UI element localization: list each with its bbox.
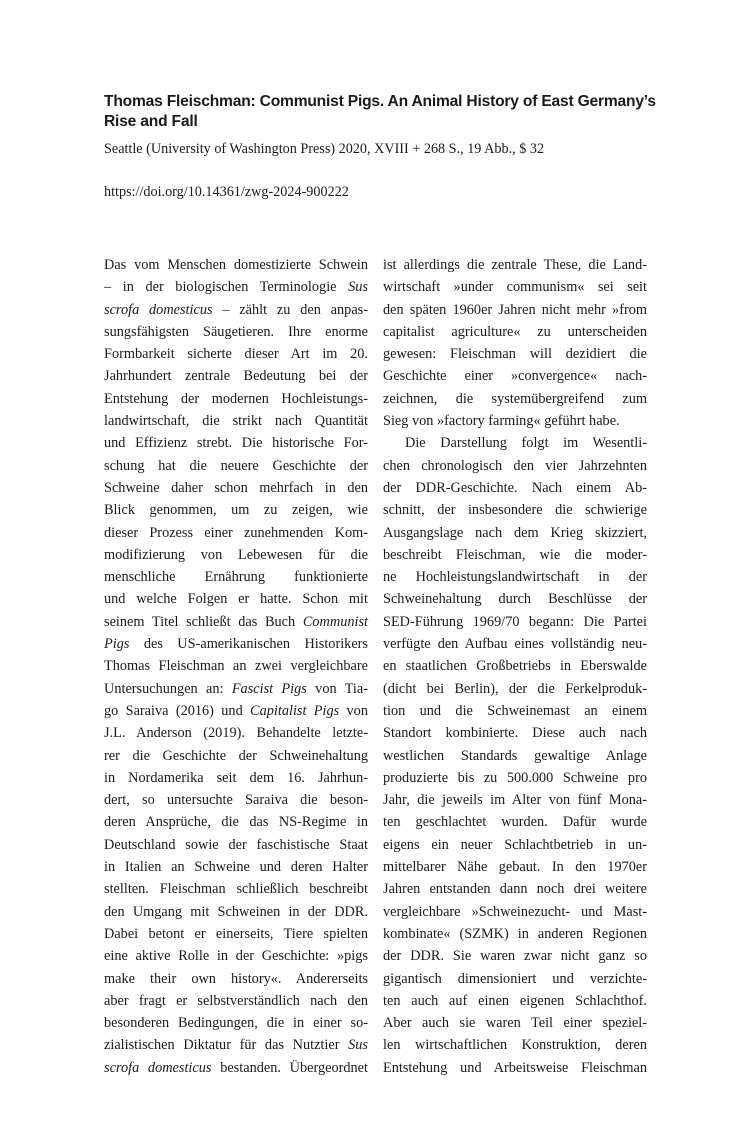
text-run: chen chronologisch den vier Jahrzehnten [383, 457, 647, 474]
text-run: gewesen: Fleischman will dezidiert die [383, 346, 647, 363]
text-line [383, 878, 647, 900]
text-run: Formbarkeit sicherte dieser Art im 20. [104, 346, 368, 363]
text-line [383, 633, 647, 655]
text-line [383, 455, 647, 477]
text-run: schung hat die neuere Geschichte der [104, 457, 368, 474]
text-run: in Nordamerika seit dem 16. Jahrhun- [104, 769, 368, 786]
text-line [104, 834, 368, 856]
text-run: Jahren entstanden dann noch drei weitere [383, 881, 647, 898]
text-line [383, 700, 647, 722]
text-line [383, 655, 647, 677]
text-run: sungsfähigsten Säugetieren. Ihre enorme [104, 323, 368, 340]
text-line [104, 611, 368, 633]
text-line [104, 745, 368, 767]
text-run: deren Ansprüche, die das NS-Regime in [104, 814, 368, 831]
text-line [104, 722, 368, 744]
text-line [383, 299, 647, 321]
text-line [383, 343, 647, 365]
review-title-line-2: Rise and Fall [104, 113, 198, 130]
text-run: schnitt, der insbesondere die schwierige [383, 502, 647, 519]
text-run: (dicht bei Berlin), der die Ferkelproduk- [383, 680, 647, 697]
text-line [104, 878, 368, 900]
text-run: ten geschlachtet wurden. Dafür wurde [383, 814, 647, 831]
text-line [383, 1057, 647, 1079]
text-run: Entstehung und Arbeitsweise Fleischman [383, 1059, 647, 1076]
publication-info: Seattle (University of Washington Press) 2020, XVIII + 268 S., 19 Abb., $ 32 [104, 141, 545, 157]
text-run: go Saraiva (2016) und [104, 702, 251, 719]
text-run: SED-Führung 1969/70 begann: Die Partei [383, 613, 647, 630]
text-run: Untersuchungen an: [104, 680, 232, 697]
text-line [104, 901, 368, 923]
review-title [104, 92, 664, 132]
text-line [104, 923, 368, 945]
text-line [104, 678, 368, 700]
text-run: J.L. Anderson (2019). Behandelte letzte- [104, 725, 368, 742]
text-run: des US-amerikanischen Historikers [129, 636, 368, 653]
text-line [383, 1034, 647, 1056]
text-line [104, 299, 368, 321]
text-run: von [339, 702, 368, 719]
text-line [104, 811, 368, 833]
text-line [104, 410, 368, 432]
italic-text: scrofa domesticus [104, 1059, 212, 1076]
text-run: Geschichte einer »convergence« nach- [383, 368, 647, 385]
italic-text: Pigs [104, 636, 130, 653]
text-line [383, 544, 647, 566]
text-run: eine aktive Rolle in der Geschichte: »pigs [104, 948, 368, 965]
text-run: tion und die Schweinemast an einem [383, 702, 647, 719]
text-run: len wirtschaftlichen Konstruktion, deren [383, 1037, 647, 1054]
text-run: aber fragt er selbstverständlich nach den [104, 992, 368, 1009]
text-run: Die Darstellung folgt im Wesentli- [405, 435, 647, 452]
text-run: menschliche Ernährung funktionierte [104, 569, 368, 586]
text-line [104, 455, 368, 477]
text-line [383, 410, 647, 432]
text-line [104, 321, 368, 343]
text-line [104, 945, 368, 967]
text-line [383, 321, 647, 343]
text-line [104, 276, 368, 298]
text-line [104, 990, 368, 1012]
text-line [383, 968, 647, 990]
text-run: Blick genommen, um zu zeigen, wie [104, 502, 368, 519]
left-text-column [104, 254, 368, 1079]
text-line [383, 611, 647, 633]
text-run: ist allerdings die zentrale These, die Land- [383, 257, 647, 273]
text-run: make their own history«. Andererseits [104, 970, 368, 987]
text-run: zeichnen, die systemübergreifend zum [383, 390, 647, 407]
text-run: Aber auch sie waren Teil einer speziel- [383, 1015, 647, 1032]
text-run: landwirtschaft, die strikt nach Quantität [104, 413, 368, 430]
text-line [383, 767, 647, 789]
text-line [104, 968, 368, 990]
text-line [383, 432, 647, 454]
text-run: und welche Folgen er hatte. Schon mit [104, 591, 368, 608]
text-line [104, 544, 368, 566]
text-line [104, 388, 368, 410]
doi-link[interactable]: https://doi.org/10.14361/zwg-2024-900222 [104, 184, 349, 200]
text-line [383, 789, 647, 811]
text-run: den Umgang mit Schweinen in der DDR. [104, 903, 368, 920]
text-line [383, 722, 647, 744]
text-line [104, 254, 368, 276]
text-run: dieser Prozess einer zunehmenden Kom- [104, 524, 368, 541]
text-line [383, 365, 647, 387]
italic-text: Sus [348, 279, 368, 296]
text-run: westlichen Standards gewaltige Anlage [383, 747, 647, 764]
text-run: Ausgangslage nach dem Krieg skizziert, [383, 524, 647, 541]
text-line [383, 254, 647, 276]
text-run: Jahrhundert zentrale Bedeutung bei der [104, 368, 368, 385]
right-text-column [383, 254, 647, 1079]
italic-text: scrofa domesticus [104, 301, 213, 318]
italic-text: Fascist Pigs [231, 680, 307, 697]
text-run: Standort kombinierte. Diese auch nach [383, 725, 647, 742]
text-run: – in der biologischen Terminologie [104, 279, 349, 296]
text-run: produzierte bis zu 500.000 Schweine pro [383, 769, 647, 786]
text-run: Schweine daher schon mehrfach in den [104, 479, 368, 496]
text-run: ten auch auf einen eigenen Schlachthof. [383, 992, 647, 1009]
italic-text: Communist [302, 613, 368, 630]
text-line [104, 1034, 368, 1056]
text-run: Sieg von »factory farming« geführt habe. [383, 413, 620, 430]
text-line [383, 834, 647, 856]
text-line [104, 700, 368, 722]
text-run: gigantisch dimensioniert und verzichte- [383, 970, 647, 987]
text-line [104, 432, 368, 454]
text-line [383, 477, 647, 499]
text-run: Das vom Menschen domestizierte Schwein [104, 257, 368, 273]
text-line [383, 678, 647, 700]
text-run: verfügte den Aufbau eines vollständig neu- [383, 636, 647, 653]
text-line [383, 588, 647, 610]
text-run: vergleichbare »Schweinezucht- und Mast- [383, 903, 647, 920]
text-line [383, 856, 647, 878]
text-run: zialistischen Diktatur für das Nutztier [104, 1037, 349, 1054]
text-line [104, 566, 368, 588]
text-line [383, 901, 647, 923]
text-run: Schweinehaltung durch Beschlüsse der [383, 591, 647, 608]
italic-text: Sus [348, 1037, 368, 1054]
text-line [104, 522, 368, 544]
text-run: kombinate« (SZMK) in anderen Regionen [383, 925, 647, 942]
text-run: wirtschaft »under communism« sei seit [383, 279, 647, 296]
text-line [383, 923, 647, 945]
text-run: seinem Titel schließt das Buch [104, 613, 303, 630]
text-run: bestanden. Übergeordnet [211, 1059, 368, 1076]
text-run: von Tia- [306, 680, 368, 697]
text-line [104, 633, 368, 655]
text-run: den späten 1960er Jahren nicht mehr »from [383, 301, 647, 318]
text-run: stellten. Fleischman schließlich beschreibt [104, 881, 368, 898]
text-run: modifizierung von Lebewesen für die [104, 546, 368, 563]
text-run: en staatlichen Großbetriebs in Eberswalde [383, 658, 647, 675]
text-line [104, 588, 368, 610]
italic-text: Capitalist Pigs [250, 702, 340, 719]
text-line [104, 1057, 368, 1079]
text-line [104, 343, 368, 365]
text-line [383, 566, 647, 588]
text-run: beschreibt Fleischman, wie die moder- [383, 546, 647, 563]
text-run: Jahr, die jeweils im Alter von fünf Mona- [383, 792, 647, 809]
text-line [104, 856, 368, 878]
text-line [104, 789, 368, 811]
text-line [383, 945, 647, 967]
text-line [104, 655, 368, 677]
text-line [104, 365, 368, 387]
text-run: in Italien an Schweine und deren Halter [104, 859, 368, 876]
text-run: – zählt zu den anpas- [212, 301, 368, 318]
text-run: Dabei betont er einerseits, Tiere spielten [104, 925, 368, 942]
text-run: Thomas Fleischman an zwei vergleichbare [104, 658, 368, 675]
review-title-line-1: Thomas Fleischman: Communist Pigs. An Animal History of East Germany’s [104, 93, 656, 110]
text-run: mittelbarer Nähe gebaut. In den 1970er [383, 859, 647, 876]
text-run: und Effizienz strebt. Die historische For- [104, 435, 368, 452]
text-run: der DDR-Geschichte. Nach einem Ab- [383, 479, 647, 496]
text-line [383, 522, 647, 544]
text-line [104, 1012, 368, 1034]
text-run: Entstehung der modernen Hochleistungs- [104, 390, 368, 407]
text-line [104, 499, 368, 521]
text-run: dert, so untersuchte Saraiva die beson- [104, 792, 368, 809]
text-run: rer die Geschichte der Schweinehaltung [104, 747, 368, 764]
text-line [383, 745, 647, 767]
text-run: eigens ein neuer Schlachtbetrieb in un- [383, 836, 647, 853]
text-run: ne Hochleistungslandwirtschaft in der [383, 569, 647, 586]
text-run: capitalist agriculture« zu unterscheiden [383, 323, 647, 340]
text-line [104, 767, 368, 789]
text-line [383, 276, 647, 298]
text-run: besonderen Bedingungen, die in einer so- [104, 1015, 368, 1032]
text-run: Deutschland sowie der faschistische Staat [104, 836, 368, 853]
text-line [383, 811, 647, 833]
text-line [383, 990, 647, 1012]
text-run: der DDR. Sie waren zwar nicht ganz so [383, 948, 647, 965]
text-line [383, 1012, 647, 1034]
text-line [104, 477, 368, 499]
text-line [383, 388, 647, 410]
text-line [383, 499, 647, 521]
